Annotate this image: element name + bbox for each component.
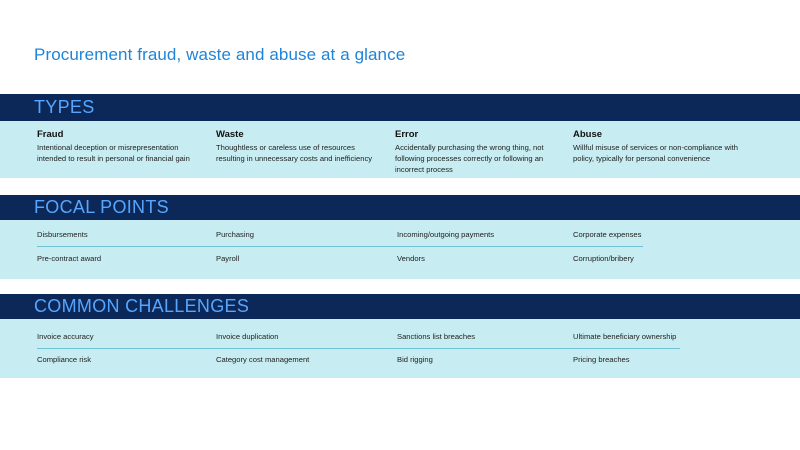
- focal-point-disbursements: Disbursements: [37, 230, 88, 239]
- focal-point-payments: Incoming/outgoing payments: [397, 230, 495, 239]
- type-title-waste: Waste: [216, 129, 244, 140]
- focal-point-payroll: Payroll: [216, 254, 240, 263]
- focal-point-corruption: Corruption/bribery: [573, 254, 634, 263]
- challenge-beneficiary-ownership: Ultimate beneficiary ownership: [573, 332, 677, 341]
- type-desc-abuse: Willful misuse of services or non-compliance with policy, typically for personal convenience: [573, 143, 739, 163]
- challenge-invoice-accuracy: Invoice accuracy: [37, 332, 94, 341]
- challenge-compliance-risk: Compliance risk: [37, 355, 92, 364]
- common-challenges-header: [0, 294, 800, 319]
- challenge-bid-rigging: Bid rigging: [397, 355, 433, 364]
- common-challenges-divider: [37, 348, 680, 349]
- type-desc-error: Accidentally purchasing the wrong thing, not following processes correctly or following an incorrect process: [395, 143, 544, 174]
- type-title-error: Error: [395, 129, 419, 140]
- focal-point-purchasing: Purchasing: [216, 230, 254, 239]
- types-heading: TYPES: [34, 97, 95, 117]
- page-title: Procurement fraud, waste and abuse at a glance: [34, 45, 406, 64]
- focal-points-divider: [37, 246, 643, 247]
- challenge-pricing-breaches: Pricing breaches: [573, 355, 630, 364]
- challenge-sanctions-list: Sanctions list breaches: [397, 332, 476, 341]
- focal-point-vendors: Vendors: [397, 254, 425, 263]
- focal-point-pre-contract: Pre-contract award: [37, 254, 102, 263]
- type-desc-waste: Thoughtless or careless use of resources resulting in unnecessary costs and inefficiency: [216, 143, 373, 163]
- types-header: [0, 94, 800, 121]
- focal-points-header: [0, 195, 800, 220]
- type-title-abuse: Abuse: [573, 129, 603, 140]
- common-challenges-heading: COMMON CHALLENGES: [34, 296, 250, 316]
- types-panel: [0, 121, 800, 178]
- challenge-category-cost: Category cost management: [216, 355, 310, 364]
- type-title-fraud: Fraud: [37, 129, 64, 140]
- focal-points-heading: FOCAL POINTS: [34, 197, 169, 217]
- common-challenges-panel: [0, 319, 800, 378]
- challenge-invoice-duplication: Invoice duplication: [216, 332, 279, 341]
- type-desc-fraud: Intentional deception or misrepresentation intended to result in personal or financial gain: [37, 143, 190, 163]
- focal-point-corporate-expenses: Corporate expenses: [573, 230, 642, 239]
- focal-points-panel: [0, 220, 800, 279]
